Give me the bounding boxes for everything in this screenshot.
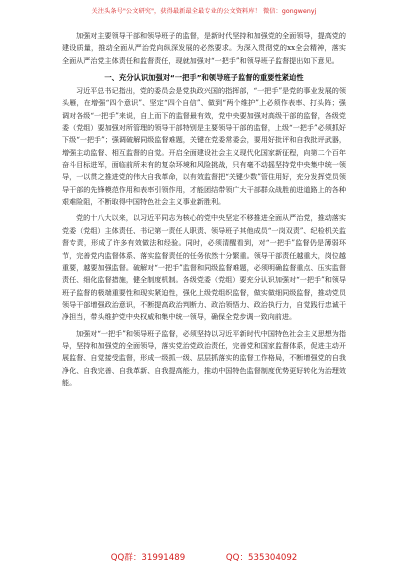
- qq-group-label: QQ群：31991489: [110, 553, 186, 563]
- top-banner: 关注头条号"公文研究"，获得最新最全最专业的公文资料库！ 微信：gongwenyj: [91, 8, 317, 15]
- body-paragraph-2: 党的十八大以来，以习近平同志为核心的党中央坚定不移推进全面从严治党，推动落实党委（党组）主体责任、书记第一责任人职责、领导班子其他成员“一岗双责”、纪检机关监督专责，形成了许多有效做法和经验。同时，必须清醒看到，对“一把手”监督仍是薄弱环节，完善党内监督体系、落实监督责任的任务依然十分繁重。领导干部责任越重大，岗位越重要，越要加强监督。破解对“一把手”监督和同级监督难题，必须明确监督重点、压实监督责任、细化监督措施，健全制度机制。各级党委（党组）要充分认识加强对“一把手”和领导班子监督的极端重要性和现实紧迫性，强化上级党组织监督，做实做细同级监督，推动党员领导干部增强政治意识，不断提高政治判断力、政治领悟力、政治执行力，自觉践行忠诚干净担当，带头维护党中央权威和集中统一领导，确保全党步调一致向前进。: [62, 213, 346, 322]
- qq-contact-label: QQ：535304092: [225, 553, 298, 563]
- body-paragraph-1: 习近平总书记指出，党的委员会是党执政兴国的指挥部，“一把手”是党的事业发展的领头雁，在增强“四个意识”、坚定“四个自信”、做到“两个维护”上必须作表率、打头阵；强调对各级“一把手”来说，自上而下的监督最有效，党中央要加强对高级干部的监督，各级党委（党组）要加强对所管理的领导干部特别是主要领导干部的监督，上级“一把手”必须抓好下级“一把手”；强调破解同级监督难题，关键在党委常委会，要用好批评和自我批评武器，增强主动监督、相互监督的自觉。开启全面建设社会主义现代化国家新征程，向第二个百年奋斗目标进军，面临前所未有的复杂环境和风险挑战，只有毫不动摇坚持党中央集中统一领导，一以贯之推进党的伟大自我革命，以有效监督把“关键少数”管住用好，充分发挥党员领导干部的先锋模范作用和表率引领作用，才能团结带领广大干部群众战胜前进道路上的各种艰难险阻，不断取得中国特色社会主义事业新胜利。: [62, 86, 346, 207]
- document-body: [62, 30, 346, 389]
- intro-paragraph: 加强对主要领导干部和领导班子的监督，是新时代坚持和加强党的全面领导，提高党的建设质量，推动全面从严治党向纵深发展的必然要求。为深入贯彻党的xx全会精神，落实全面从严治党主体责任和监督责任，现就加强对“一把手”和领导班子监督提出如下意见。: [62, 31, 346, 65]
- section-heading: 一、充分认识加强对“一把手”和领导班子监督的重要性紧迫性: [104, 73, 304, 83]
- page-footer: [0, 551, 408, 563]
- body-paragraph-3: 加强对“一把手”和领导班子监督，必须坚持以习近平新时代中国特色社会主义思想为指导，坚持和加强党的全面领导，落实党治党政治责任，完善党和国家监督体系，促进主动开展监督、自觉接受监督，形成一级抓一级、层层抓落实的监督工作格局，不断增强党的自我净化、自我完善、自我革新、自我提高能力，推动中国特色监督制度优势更好转化为治理效能。: [62, 328, 346, 387]
